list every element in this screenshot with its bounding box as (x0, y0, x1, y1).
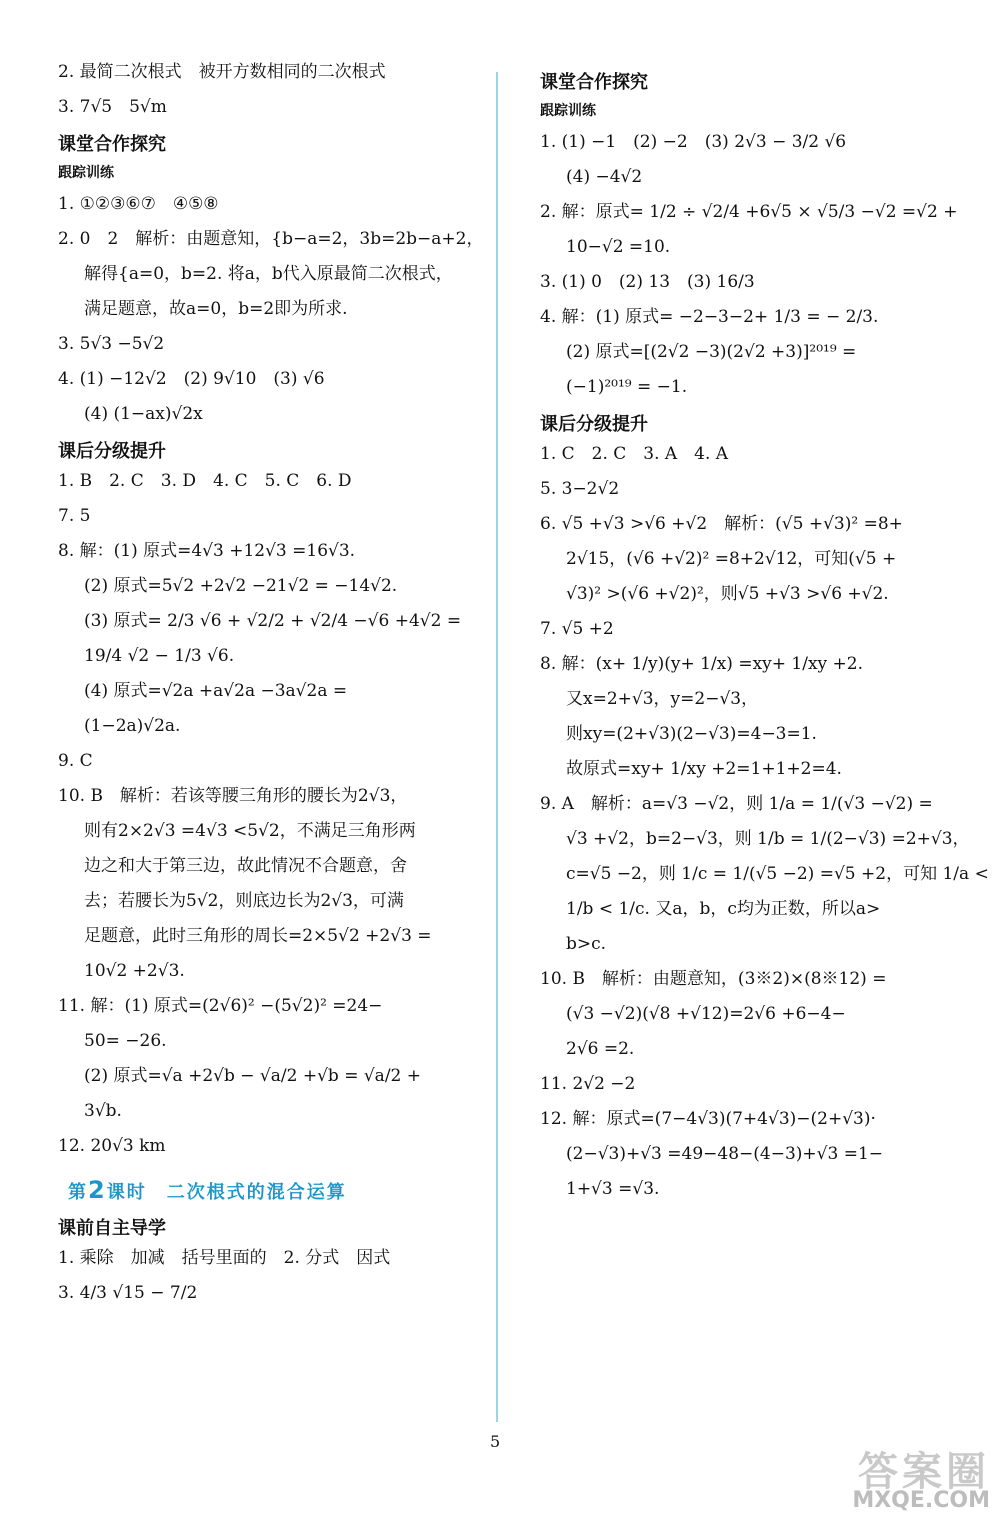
answer-line: (−1)²⁰¹⁹ = −1. (566, 377, 688, 397)
answer-line: 10. B 解析：由题意知，(3※2)×(8※12) = (540, 969, 887, 989)
section-heading: 课后分级提升 (58, 441, 166, 462)
answer-line: 12. 解：原式=(7−4√3)(7+4√3)−(2+√3)· (540, 1109, 876, 1129)
answer-line: 1. ①②③⑥⑦ ④⑤⑧ (58, 194, 219, 214)
section-heading: 课后分级提升 (540, 414, 648, 435)
answer-line: 1. 乘除 加减 括号里面的 2. 分式 因式 (58, 1248, 391, 1268)
answer-line: 又x=2+√3，y=2−√3， (566, 689, 759, 709)
answer-line: 10−√2 =10. (566, 237, 671, 257)
answer-line: 满足题意，故a=0，b=2即为所求. (84, 299, 348, 319)
subsection-heading: 跟踪训练 (58, 165, 114, 181)
answer-line: 边之和大于第三边，故此情况不合题意，舍 (84, 856, 407, 876)
answer-line: 5. 3−2√2 (540, 479, 620, 499)
answer-line: 2√15，(√6 +√2)² =8+2√12，可知(√5 + (566, 549, 897, 569)
answer-line: 则有2×2√3 =4√3 <5√2，不满足三角形两 (84, 821, 416, 841)
lesson-title: 课时 二次根式的混合运算 (106, 1182, 347, 1203)
answer-line: c=√5 −2，则 1/c = 1/(√5 −2) =√5 +2，可知 1/a < (566, 864, 989, 884)
answer-line: 8. 解：(x+ 1/y)(y+ 1/x) =xy+ 1/xy +2. (540, 654, 864, 674)
lesson-heading (68, 1176, 473, 1204)
answer-line: 2. 0 2 解析：由题意知，{b−a=2，3b=2b−a+2， (58, 229, 484, 249)
answer-line: √3)² >(√6 +√2)²，则√5 +√3 >√6 +√2. (566, 584, 889, 604)
answer-line: 3. 4/3 √15 − 7/2 (58, 1283, 198, 1303)
answer-line: 2√6 =2. (566, 1039, 635, 1059)
answer-line: √3 +√2，b=2−√3，则 1/b = 1/(2−√3) =2+√3， (566, 829, 970, 849)
answer-line: 10√2 +2√3. (84, 961, 185, 981)
answer-line: 3. (1) 0 (2) 13 (3) 16/3 (540, 272, 755, 292)
answer-line: 解得{a=0，b=2. 将a，b代入原最简二次根式， (84, 264, 453, 284)
answer-line: 9. C (58, 751, 93, 771)
answer-line: 1. B 2. C 3. D 4. C 5. C 6. D (58, 471, 352, 491)
answer-line: 3. 7√5 5√m (58, 97, 167, 117)
answer-line: 4. 解：(1) 原式= −2−3−2+ 1/3 = − 2/3. (540, 307, 879, 327)
answer-line: (√3 −√2)(√8 +√12)=2√6 +6−4− (566, 1004, 846, 1024)
answer-line: 50= −26. (84, 1031, 167, 1051)
answer-line: 7. 5 (58, 506, 91, 526)
answer-line: 6. √5 +√3 >√6 +√2 解析：(√5 +√3)² =8+ (540, 514, 903, 534)
answer-line: 10. B 解析：若该等腰三角形的腰长为2√3， (58, 786, 408, 806)
left-column (58, 60, 484, 1316)
answer-line: 12. 20√3 km (58, 1136, 166, 1156)
answer-line: 11. 解：(1) 原式=(2√6)² −(5√2)² =24− (58, 996, 383, 1016)
answer-line: 4. (1) −12√2 (2) 9√10 (3) √6 (58, 369, 325, 389)
section-heading: 课堂合作探究 (540, 72, 648, 93)
answer-line: (2) 原式=[(2√2 −3)(2√2 +3)]²⁰¹⁹ = (566, 342, 857, 362)
lesson-number: 2 (88, 1176, 107, 1204)
answer-line: 2. 最简二次根式 被开方数相同的二次根式 (58, 62, 386, 82)
answer-line: 1/b < 1/c. 又a，b，c均为正数，所以a> (566, 899, 881, 919)
answer-line: (2−√3)+√3 =49−48−(4−3)+√3 =1− (566, 1144, 884, 1164)
answer-line: 1+√3 =√3. (566, 1179, 660, 1199)
answer-line: 2. 解：原式= 1/2 ÷ √2/4 +6√5 × √5/3 −√2 =√2 + (540, 202, 958, 222)
answer-line: 1. (1) −1 (2) −2 (3) 2√3 − 3/2 √6 (540, 132, 847, 152)
answer-line: 去；若腰长为5√2，则底边长为2√3，可满 (84, 891, 404, 911)
right-column (540, 60, 989, 1212)
answer-line: 8. 解：(1) 原式=4√3 +12√3 =16√3. (58, 541, 356, 561)
column-divider (496, 72, 498, 1422)
subsection-heading: 跟踪训练 (540, 103, 596, 119)
answer-line: (4) −4√2 (566, 167, 643, 187)
watermark-logo (800, 1440, 990, 1513)
answer-line: (2) 原式=√a +2√b − √a/2 +√b = √a/2 + (84, 1066, 422, 1086)
answer-line: 1. C 2. C 3. A 4. A (540, 444, 729, 464)
answer-line: 19/4 √2 − 1/3 √6. (84, 646, 235, 666)
answer-line: (1−2a)√2a. (84, 716, 181, 736)
answer-line: 3√b. (84, 1101, 122, 1121)
answer-line: 则xy=(2+√3)(2−√3)=4−3=1. (566, 724, 817, 744)
answer-line: 9. A 解析：a=√3 −√2，则 1/a = 1/(√3 −√2) = (540, 794, 933, 814)
answer-line: (3) 原式= 2/3 √6 + √2/2 + √2/4 −√6 +4√2 = (84, 611, 462, 631)
answer-line: 11. 2√2 −2 (540, 1074, 636, 1094)
page-number: 5 (490, 1432, 501, 1451)
answer-line: (4) (1−ax)√2x (84, 404, 203, 424)
section-heading: 课堂合作探究 (58, 134, 166, 155)
lesson-prefix: 第 (68, 1182, 88, 1203)
watermark-text: 答案圈 (858, 1449, 990, 1495)
watermark-url: MXQE.COM (852, 1488, 990, 1513)
answer-line: 7. √5 +2 (540, 619, 614, 639)
answer-line: b>c. (566, 934, 607, 954)
answer-line: (2) 原式=5√2 +2√2 −21√2 = −14√2. (84, 576, 398, 596)
answer-line: 3. 5√3 −5√2 (58, 334, 165, 354)
answer-line: 故原式=xy+ 1/xy +2=1+1+2=4. (566, 759, 842, 779)
section-heading: 课前自主导学 (58, 1218, 166, 1239)
answer-line: 足题意，此时三角形的周长=2×5√2 +2√3 = (84, 926, 432, 946)
answer-line: (4) 原式=√2a +a√2a −3a√2a = (84, 681, 348, 701)
